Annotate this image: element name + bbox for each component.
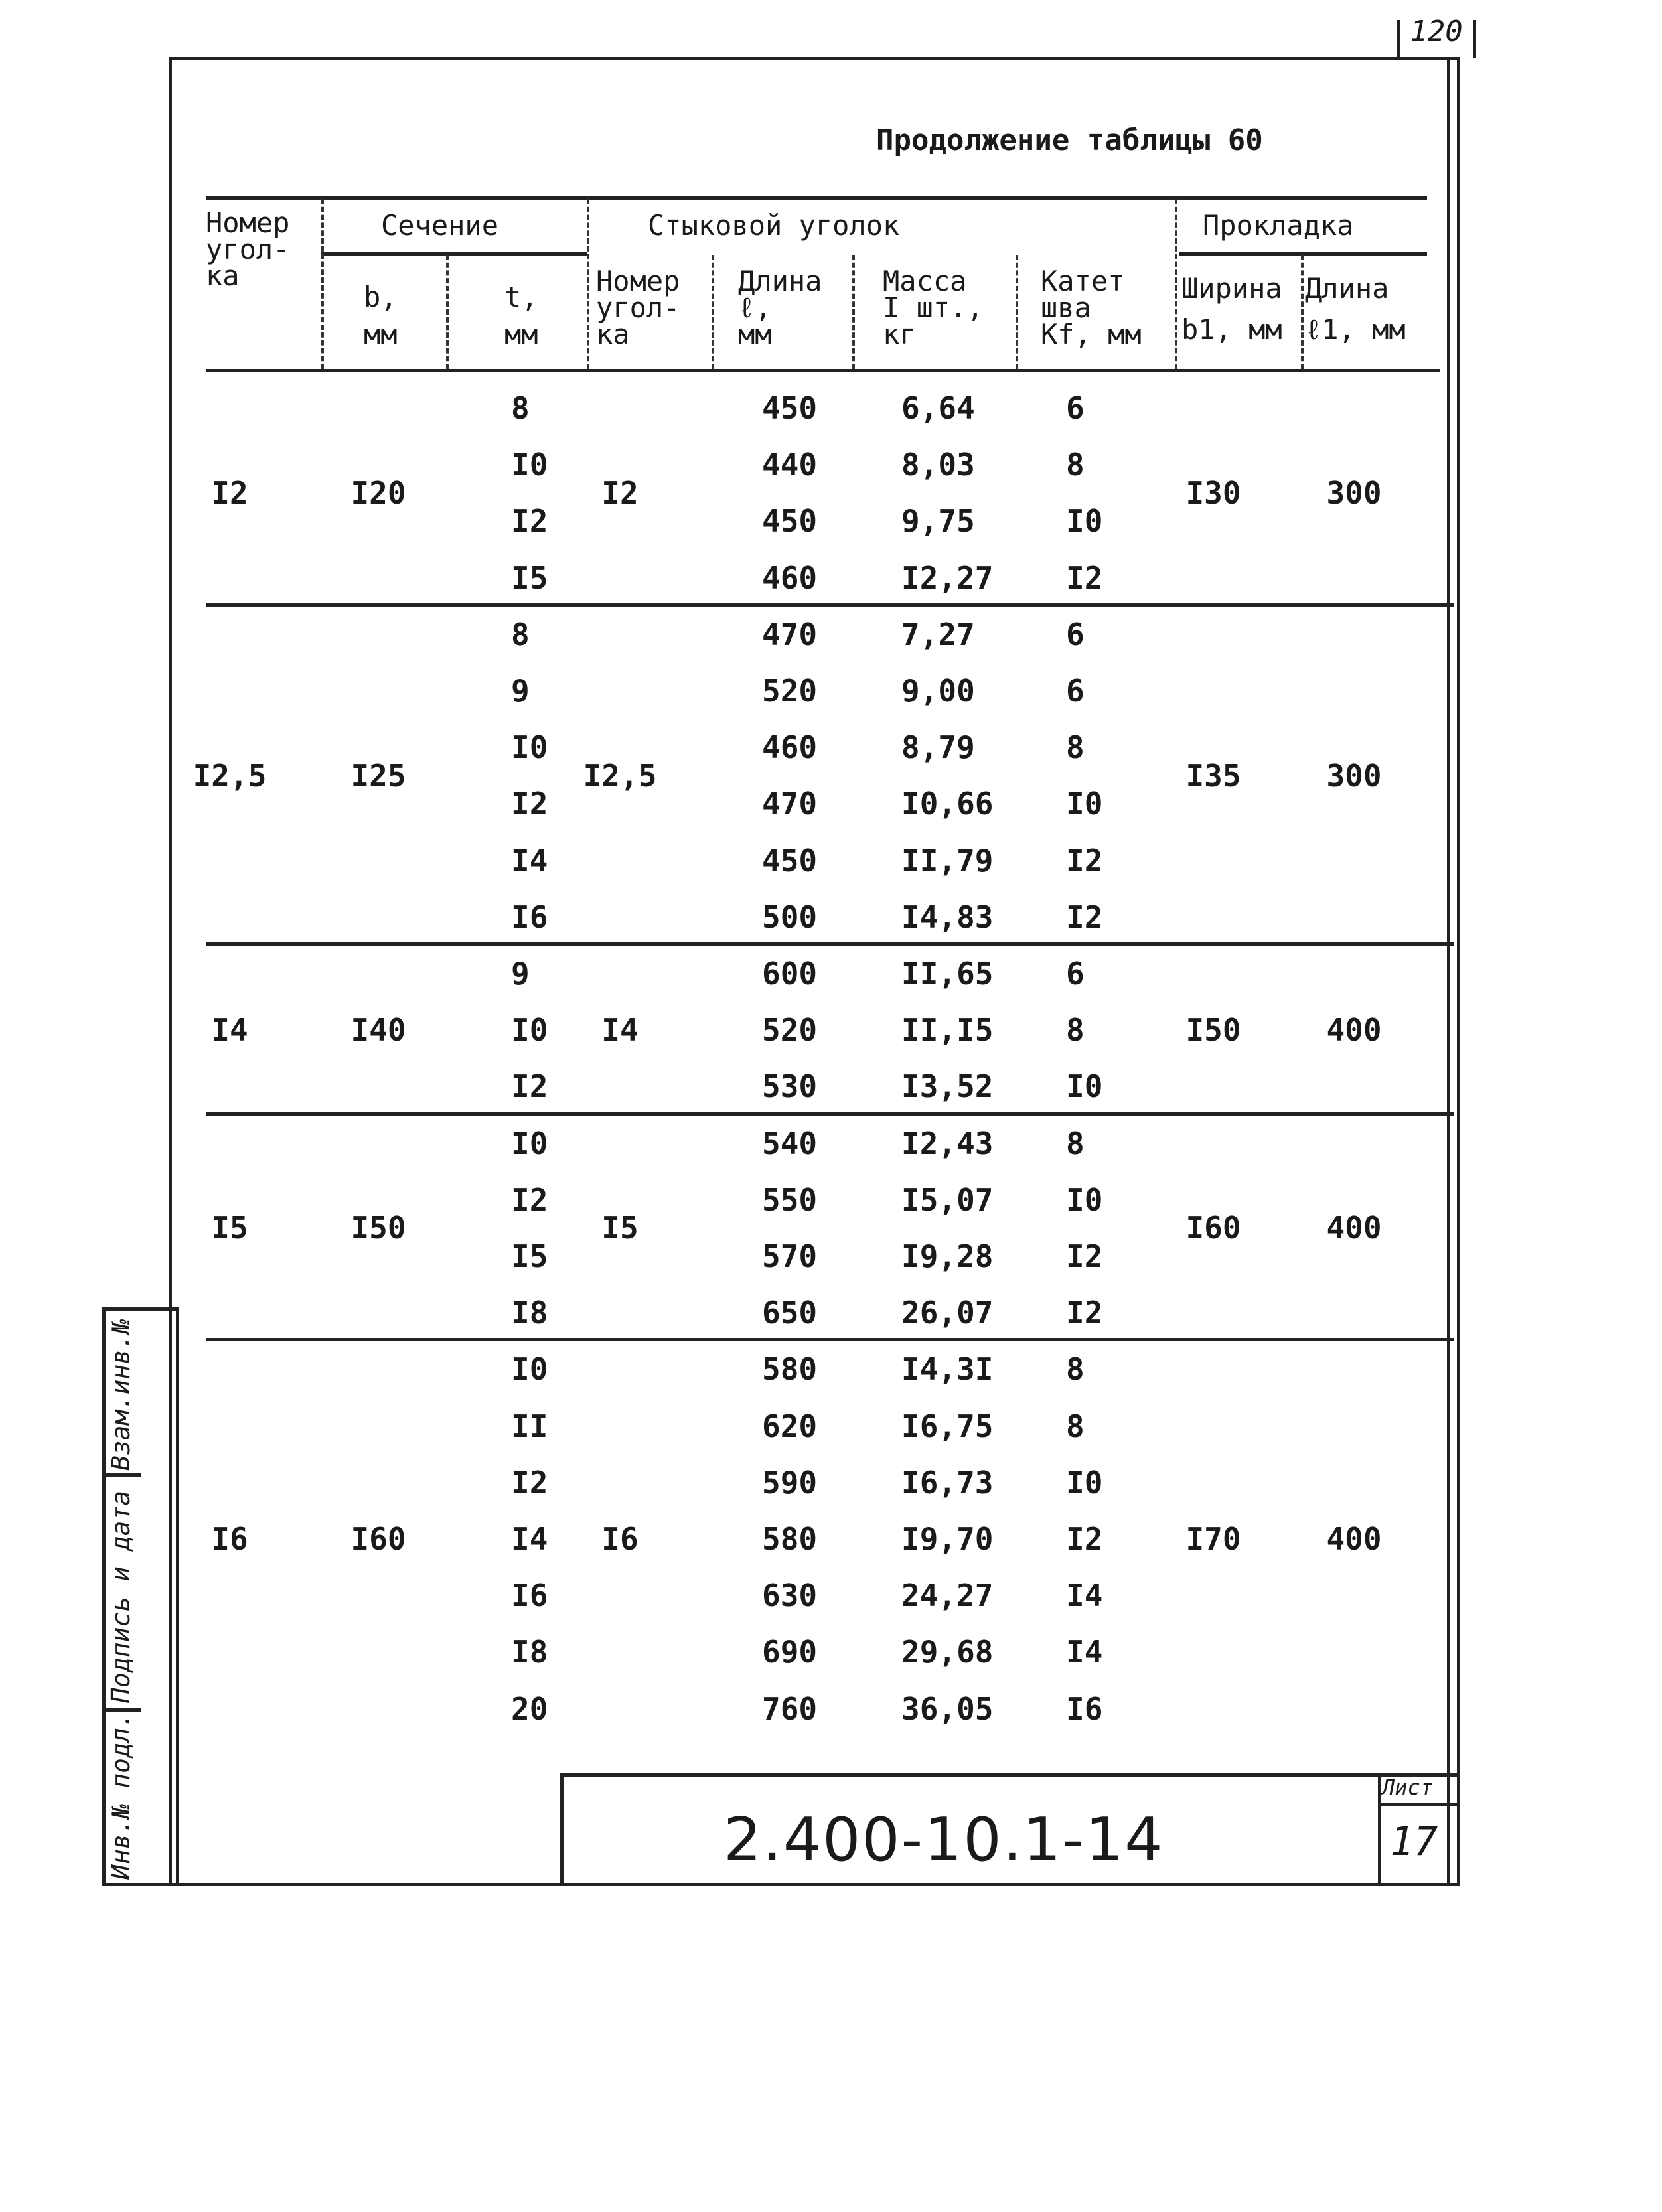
header-sep-2 [446,255,449,369]
weld-leg-cell: I0 [1066,1181,1103,1218]
pad-width-cell: I35 [1185,757,1241,794]
pad-length-cell: 300 [1326,475,1382,511]
sheet-number: 17 [1390,1818,1438,1865]
mass-cell: 8,03 [901,447,975,483]
thickness-t-cell: 9 [511,956,530,992]
subheader-rule-left [321,252,587,256]
length-cell: 470 [762,616,818,652]
header-length: Длина ℓ, мм [738,265,822,350]
sheet-box-divider [1378,1803,1460,1806]
mass-cell: 6,64 [901,390,975,426]
length-cell: 450 [762,390,818,426]
document-code: 2.400-10.1-14 [723,1805,1164,1875]
mass-cell: II,65 [901,956,994,992]
pad-length-cell: 400 [1326,1521,1382,1557]
length-cell: 590 [762,1464,818,1501]
length-cell: 620 [762,1408,818,1444]
weld-leg-cell: I0 [1066,786,1103,822]
header-butt-angle: Стыковой уголок [648,209,900,242]
thickness-t-cell: I5 [511,1238,548,1274]
mass-cell: II,I5 [901,1012,994,1049]
angle-number-cell: I5 [211,1210,248,1246]
weld-leg-cell: 8 [1066,729,1085,766]
header-section: Сечение [381,209,499,242]
mass-cell: 8,79 [901,729,975,766]
weld-leg-cell: I0 [1066,1464,1103,1501]
length-cell: 650 [762,1295,818,1331]
weld-leg-cell: I2 [1066,899,1103,935]
thickness-t-cell: I0 [511,1351,548,1388]
weld-leg-cell: I2 [1066,1295,1103,1331]
thickness-t-cell: I8 [511,1634,548,1670]
weld-leg-cell: I4 [1066,1578,1103,1614]
pad-width-cell: I70 [1185,1521,1241,1557]
butt-angle-number-cell: I2,5 [583,757,657,794]
thickness-t-cell: I2 [511,503,548,540]
thickness-t-cell: I0 [511,1125,548,1161]
mass-cell: 9,00 [901,673,975,709]
length-cell: 520 [762,1012,818,1049]
mass-cell: 29,68 [901,1634,994,1670]
section-b-cell: I60 [350,1521,406,1557]
mass-cell: I6,73 [901,1464,994,1501]
thickness-t-cell: 9 [511,673,530,709]
header-sep-5 [852,255,855,369]
section-b-cell: I25 [350,757,406,794]
mass-cell: I5,07 [901,1181,994,1218]
thickness-t-cell: I5 [511,559,548,596]
header-pad-length: Длина ℓ1, мм [1305,272,1406,346]
length-cell: 690 [762,1634,818,1670]
header-pad: Прокладка [1203,209,1354,242]
section-b-cell: I20 [350,475,406,511]
weld-leg-cell: 8 [1066,1125,1085,1161]
section-b-cell: I40 [350,1012,406,1049]
weld-leg-cell: I2 [1066,1521,1103,1557]
thickness-t-cell: 20 [511,1690,548,1727]
butt-angle-number-cell: I5 [601,1210,639,1246]
length-cell: 530 [762,1069,818,1105]
table-top-rule [206,196,1427,200]
length-cell: 460 [762,559,818,596]
length-cell: 520 [762,673,818,709]
mass-cell: I9,70 [901,1521,994,1557]
sheet-label: Лист [1382,1775,1434,1800]
header-pad-width: Ширина b1, мм [1181,272,1282,346]
group-separator-rule [206,1338,1454,1341]
side-stamp-inv-original: Инв.№ подл. [106,1712,135,1880]
thickness-t-cell: I6 [511,899,548,935]
section-b-cell: I50 [350,1210,406,1246]
length-cell: 550 [762,1181,818,1218]
weld-leg-cell: 6 [1066,956,1085,992]
side-stamp-inv-replace: Взам.инв.№ [106,1319,135,1471]
side-stamp-sign-date: Подпись и дата [106,1490,135,1703]
mass-cell: I4,83 [901,899,994,935]
length-cell: 630 [762,1578,818,1614]
header-sep-8 [1301,255,1304,369]
thickness-t-cell: 8 [511,616,530,652]
thickness-t-cell: I8 [511,1295,548,1331]
weld-leg-cell: 8 [1066,1351,1085,1388]
angle-number-cell: I2,5 [192,757,267,794]
butt-angle-number-cell: I6 [601,1521,639,1557]
mass-cell: 9,75 [901,503,975,540]
length-cell: 540 [762,1125,818,1161]
mass-cell: I6,75 [901,1408,994,1444]
mass-cell: I0,66 [901,786,994,822]
pad-length-cell: 300 [1326,757,1382,794]
thickness-t-cell: I2 [511,786,548,822]
thickness-t-cell: I2 [511,1069,548,1105]
weld-leg-cell: 6 [1066,616,1085,652]
angle-number-cell: I6 [211,1521,248,1557]
weld-leg-cell: 8 [1066,1408,1085,1444]
continuation-title: Продолжение таблицы 60 [876,123,1263,157]
thickness-t-cell: I4 [511,842,548,879]
thickness-t-cell: I6 [511,1578,548,1614]
header-sep-6 [1016,255,1018,369]
header-sep-4 [712,255,714,369]
group-separator-rule [206,1112,1454,1116]
length-cell: 570 [762,1238,818,1274]
header-mass: Масса I шт., кг [883,265,984,350]
mass-cell: 26,07 [901,1295,994,1331]
length-cell: 450 [762,503,818,540]
weld-leg-cell: I2 [1066,1238,1103,1274]
header-b: b, мм [364,281,398,350]
weld-leg-cell: I2 [1066,842,1103,879]
header-butt-number: Номер угол- ка [596,265,680,350]
length-cell: 600 [762,956,818,992]
thickness-t-cell: I0 [511,447,548,483]
weld-leg-cell: 8 [1066,447,1085,483]
thickness-t-cell: I0 [511,1012,548,1049]
mass-cell: I2,43 [901,1125,994,1161]
thickness-t-cell: I2 [511,1181,548,1218]
pad-width-cell: I50 [1185,1012,1241,1049]
group-separator-rule [206,603,1454,607]
pad-length-cell: 400 [1326,1012,1382,1049]
weld-leg-cell: I0 [1066,503,1103,540]
weld-leg-cell: 8 [1066,1012,1085,1049]
thickness-t-cell: I2 [511,1464,548,1501]
header-sep-3 [587,199,589,369]
weld-leg-cell: I0 [1066,1069,1103,1105]
angle-number-cell: I2 [211,475,248,511]
length-cell: 460 [762,729,818,766]
pad-width-cell: I60 [1185,1210,1241,1246]
weld-leg-cell: I2 [1066,559,1103,596]
header-bottom-rule [206,369,1440,372]
weld-leg-cell: I6 [1066,1690,1103,1727]
header-sep-7 [1175,199,1177,369]
pad-length-cell: 400 [1326,1210,1382,1246]
header-angle-number: Номер угол- ка [206,206,290,292]
mass-cell: 7,27 [901,616,975,652]
mass-cell: 36,05 [901,1690,994,1727]
header-sep-1 [321,199,324,369]
header-t: t, мм [504,281,538,350]
length-cell: 580 [762,1351,818,1388]
weld-leg-cell: 6 [1066,390,1085,426]
corner-page-number: 120 [1410,15,1463,48]
weld-leg-cell: 6 [1066,673,1085,709]
mass-cell: I9,28 [901,1238,994,1274]
length-cell: 440 [762,447,818,483]
mass-cell: I3,52 [901,1069,994,1105]
thickness-t-cell: 8 [511,390,530,426]
length-cell: 580 [762,1521,818,1557]
length-cell: 450 [762,842,818,879]
butt-angle-number-cell: I2 [601,475,639,511]
butt-angle-number-cell: I4 [601,1012,639,1049]
length-cell: 470 [762,786,818,822]
thickness-t-cell: I0 [511,729,548,766]
header-weld-leg: Катет шва Kf, мм [1041,265,1142,350]
frame-right-edge [1447,60,1450,1883]
mass-cell: I2,27 [901,559,994,596]
mass-cell: 24,27 [901,1578,994,1614]
thickness-t-cell: II [511,1408,548,1444]
weld-leg-cell: I4 [1066,1634,1103,1670]
thickness-t-cell: I4 [511,1521,548,1557]
group-separator-rule [206,942,1454,946]
pad-width-cell: I30 [1185,475,1241,511]
length-cell: 760 [762,1690,818,1727]
angle-number-cell: I4 [211,1012,248,1049]
mass-cell: I4,3I [901,1351,994,1388]
length-cell: 500 [762,899,818,935]
mass-cell: II,79 [901,842,994,879]
